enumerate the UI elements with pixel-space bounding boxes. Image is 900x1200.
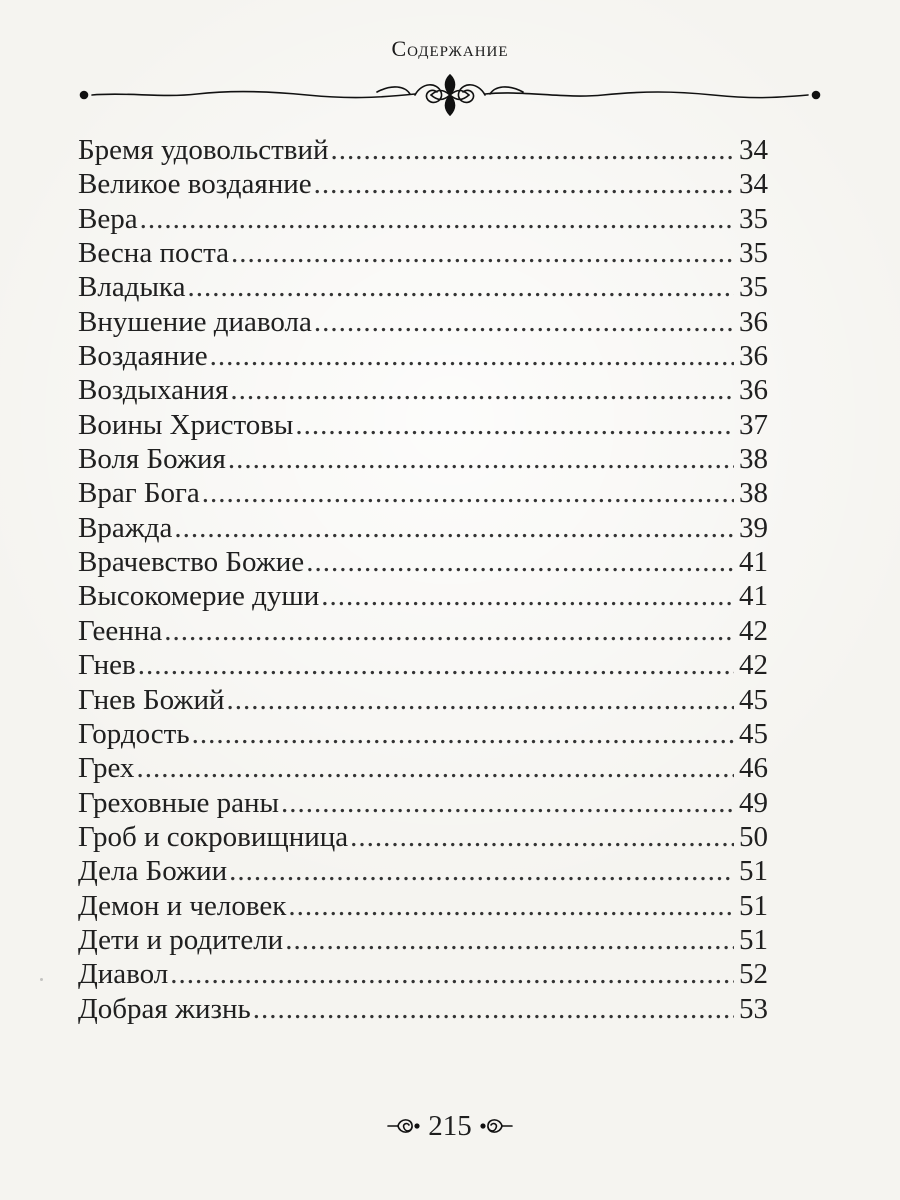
toc-entry-page: 39 — [739, 511, 768, 544]
dot-leader — [170, 957, 734, 991]
toc-entry — [78, 545, 768, 579]
dot-leader — [140, 202, 734, 236]
toc-entry-title: Воля Божия — [78, 443, 226, 476]
toc-entry — [78, 579, 768, 613]
toc-entry — [78, 717, 768, 751]
toc-entry — [78, 236, 768, 270]
dot-leader — [138, 648, 734, 682]
toc-entry-page: 36 — [739, 305, 768, 338]
dot-leader — [295, 408, 734, 442]
toc-entry-title: Воздаяние — [78, 340, 208, 373]
toc-entry-page: 50 — [739, 820, 768, 853]
toc-entry — [78, 751, 768, 785]
toc-entry-title: Гордость — [78, 717, 190, 750]
toc-entry-page: 38 — [739, 477, 768, 510]
dot-leader — [314, 167, 734, 201]
dot-leader — [192, 717, 734, 751]
dot-leader — [330, 133, 734, 167]
toc-entry-title: Внушение диавола — [78, 305, 312, 338]
toc-entry-title: Весна поста — [78, 237, 229, 270]
page-number: 215 — [428, 1110, 472, 1142]
toc-entry-title: Враг Бога — [78, 477, 200, 510]
toc-entry — [78, 820, 768, 854]
toc-entry — [78, 339, 768, 373]
toc-entry-page: 45 — [739, 683, 768, 716]
toc-entry-title: Великое воздаяние — [78, 168, 312, 201]
left-footer-ornament-icon — [386, 1114, 420, 1138]
toc-entry-page: 49 — [739, 786, 768, 819]
toc-entry-title: Высокомерие души — [78, 580, 320, 613]
toc-entry-page: 53 — [739, 992, 768, 1025]
toc-entry-title: Владыка — [78, 271, 186, 304]
toc-entry-page: 36 — [739, 374, 768, 407]
toc-entry-page: 51 — [739, 855, 768, 888]
toc-entry — [78, 957, 768, 991]
dot-leader — [202, 476, 734, 510]
toc-entry — [78, 889, 768, 923]
toc-entry-title: Воины Христовы — [78, 408, 294, 441]
toc-entry — [78, 305, 768, 339]
toc-entry — [78, 648, 768, 682]
page-number-block — [386, 1106, 514, 1146]
toc-entry-page: 52 — [739, 958, 768, 991]
toc-entry — [78, 923, 768, 957]
toc-entry-title: Воздыхания — [78, 374, 229, 407]
header-ornament-icon — [72, 64, 828, 124]
toc-entry — [78, 442, 768, 476]
toc-entry-title: Дети и родители — [78, 923, 284, 956]
toc-entry-title: Врачевство Божие — [78, 546, 305, 579]
toc-entry — [78, 511, 768, 545]
dot-leader — [281, 786, 734, 820]
dot-leader — [229, 854, 734, 888]
toc-entry — [78, 854, 768, 888]
toc-entry-page: 41 — [739, 580, 768, 613]
toc-entry-page: 34 — [739, 134, 768, 166]
dot-leader — [231, 236, 734, 270]
toc-entry — [78, 992, 768, 1026]
toc-entry-title: Дела Божии — [78, 855, 228, 888]
toc-entry-page: 35 — [739, 237, 768, 270]
toc-entry-page: 38 — [739, 443, 768, 476]
toc-entry-title: Грех — [78, 752, 135, 785]
toc-entry-page: 42 — [739, 614, 768, 647]
dot-leader — [228, 442, 734, 476]
right-footer-ornament-icon — [480, 1114, 514, 1138]
toc-entry-title: Гнев — [78, 649, 136, 682]
toc-entry-title: Вражда — [78, 511, 173, 544]
dot-leader — [210, 339, 734, 373]
toc-entry — [78, 786, 768, 820]
toc-entry-title: Геенна — [78, 614, 163, 647]
dot-leader — [136, 751, 734, 785]
page-title: Содержание — [391, 36, 509, 61]
toc-entry-page: 51 — [739, 889, 768, 922]
toc-entry-title: Диавол — [78, 958, 169, 991]
toc-entry — [78, 373, 768, 407]
toc-entry — [78, 476, 768, 510]
dot-leader — [230, 373, 734, 407]
toc-entry-page: 36 — [739, 340, 768, 373]
toc-entry-page: 35 — [739, 202, 768, 235]
dot-leader — [164, 614, 734, 648]
toc-entry-title: Бремя удовольствий — [78, 134, 329, 166]
toc-entry-title: Гроб и сокровищница — [78, 820, 349, 853]
dot-leader — [288, 889, 734, 923]
dot-leader — [350, 820, 734, 854]
toc-entry-title: Гнев Божий — [78, 683, 225, 716]
toc-entry — [78, 270, 768, 304]
dot-leader — [285, 923, 734, 957]
toc-entry-title: Добрая жизнь — [78, 992, 251, 1025]
toc-entry-title: Вера — [78, 202, 138, 235]
toc-entry-page: 41 — [739, 546, 768, 579]
dot-leader — [174, 511, 734, 545]
toc-entry-page: 51 — [739, 923, 768, 956]
toc-entry — [78, 408, 768, 442]
toc-entry-page: 45 — [739, 717, 768, 750]
toc-entry — [78, 202, 768, 236]
dot-leader — [306, 545, 734, 579]
dot-leader — [314, 305, 734, 339]
dot-leader — [187, 270, 734, 304]
page-header — [0, 36, 900, 62]
dot-leader — [321, 579, 734, 613]
toc-entry-page: 46 — [739, 752, 768, 785]
dot-leader — [253, 992, 734, 1026]
toc-entry — [78, 683, 768, 717]
toc-entry-title: Демон и человек — [78, 889, 287, 922]
dot-leader — [227, 683, 734, 717]
toc-entry-title: Греховные раны — [78, 786, 280, 819]
toc-entry-page: 42 — [739, 649, 768, 682]
toc-entry — [78, 167, 768, 201]
page-footer — [0, 1106, 900, 1149]
table-of-contents — [78, 133, 768, 1026]
toc-entry-page: 35 — [739, 271, 768, 304]
toc-entry — [78, 614, 768, 648]
paper-speck — [40, 978, 43, 981]
toc-entry-page: 34 — [739, 168, 768, 201]
toc-entry — [78, 133, 768, 167]
toc-entry-page: 37 — [739, 408, 768, 441]
